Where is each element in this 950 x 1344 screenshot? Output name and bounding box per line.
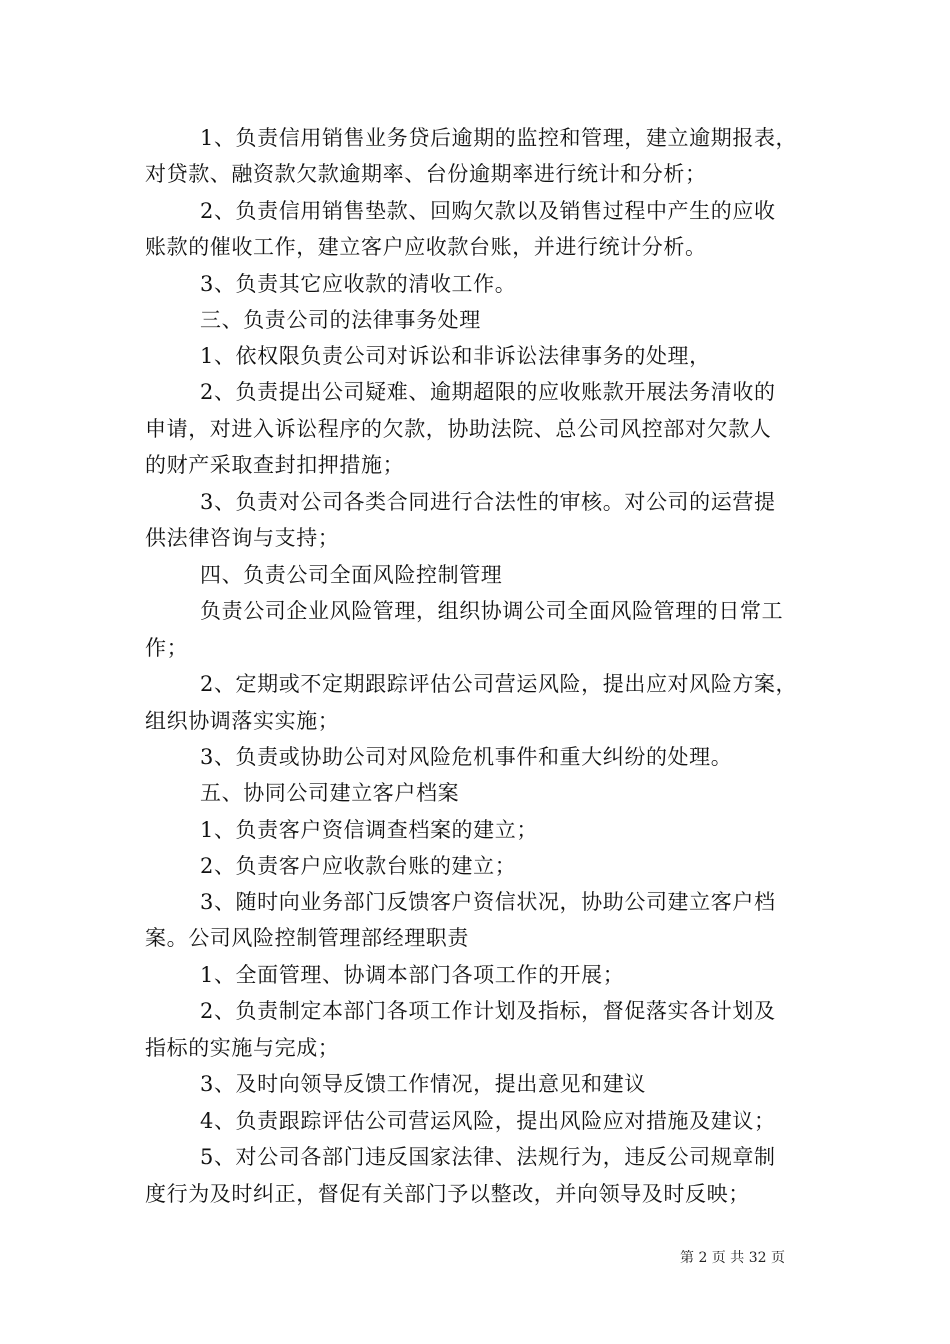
text-line: 供法律咨询与支持； bbox=[145, 526, 340, 550]
text-line: 账款的催收工作，建立客户应收款台账，并进行统计分析。 bbox=[145, 235, 707, 259]
text-line: 度行为及时纠正，督促有关部门予以整改，并向领导及时反映； bbox=[145, 1182, 750, 1206]
section-heading: 四、负责公司全面风险控制管理 bbox=[200, 563, 503, 587]
text-line: 组织协调落实实施； bbox=[145, 709, 340, 733]
page-number: 第 2 页 共 32 页 bbox=[680, 1250, 785, 1266]
text-line: 对贷款、融资款欠款逾期率、台份逾期率进行统计和分析； bbox=[145, 162, 707, 186]
text-line: 2、负责提出公司疑难、逾期超限的应收账款开展法务清收的 bbox=[200, 380, 776, 404]
text-line: 3、负责其它应收款的清收工作。 bbox=[200, 272, 517, 296]
text-line: 1、负责客户资信调查档案的建立； bbox=[200, 818, 538, 842]
text-line: 申请，对进入诉讼程序的欠款，协助法院、总公司风控部对欠款人 bbox=[145, 417, 772, 441]
text-line: 2、定期或不定期跟踪评估公司营运风险，提出应对风险方案， bbox=[200, 672, 798, 696]
text-line: 5、对公司各部门违反国家法律、法规行为，违反公司规章制 bbox=[200, 1145, 776, 1169]
text-line: 1、全面管理、协调本部门各项工作的开展； bbox=[200, 963, 625, 987]
text-line: 2、负责制定本部门各项工作计划及指标，督促落实各计划及 bbox=[200, 999, 776, 1023]
text-line: 负责公司企业风险管理，组织协调公司全面风险管理的日常工 bbox=[200, 599, 784, 623]
text-line: 4、负责跟踪评估公司营运风险，提出风险应对措施及建议； bbox=[200, 1109, 776, 1133]
text-line: 2、负责信用销售垫款、回购欠款以及销售过程中产生的应收 bbox=[200, 199, 776, 223]
section-heading: 三、负责公司的法律事务处理 bbox=[200, 308, 481, 332]
text-line: 作； bbox=[145, 636, 189, 660]
text-line: 的财产采取查封扣押措施； bbox=[145, 453, 405, 477]
text-line: 3、负责对公司各类合同进行合法性的审核。对公司的运营提 bbox=[200, 490, 776, 514]
section-heading: 五、协同公司建立客户档案 bbox=[200, 781, 460, 805]
text-line: 3、随时向业务部门反馈客户资信状况，协助公司建立客户档 bbox=[200, 890, 776, 914]
text-line: 1、负责信用销售业务贷后逾期的监控和管理，建立逾期报表， bbox=[200, 126, 798, 150]
text-line: 案。公司风险控制管理部经理职责 bbox=[145, 926, 469, 950]
text-line: 3、及时向领导反馈工作情况，提出意见和建议 bbox=[200, 1072, 646, 1096]
text-line: 3、负责或协助公司对风险危机事件和重大纠纷的处理。 bbox=[200, 745, 733, 769]
text-line: 2、负责客户应收款台账的建立； bbox=[200, 854, 517, 878]
text-line: 指标的实施与完成； bbox=[145, 1036, 340, 1060]
text-line: 1、依权限负责公司对诉讼和非诉讼法律事务的处理， bbox=[200, 344, 711, 368]
